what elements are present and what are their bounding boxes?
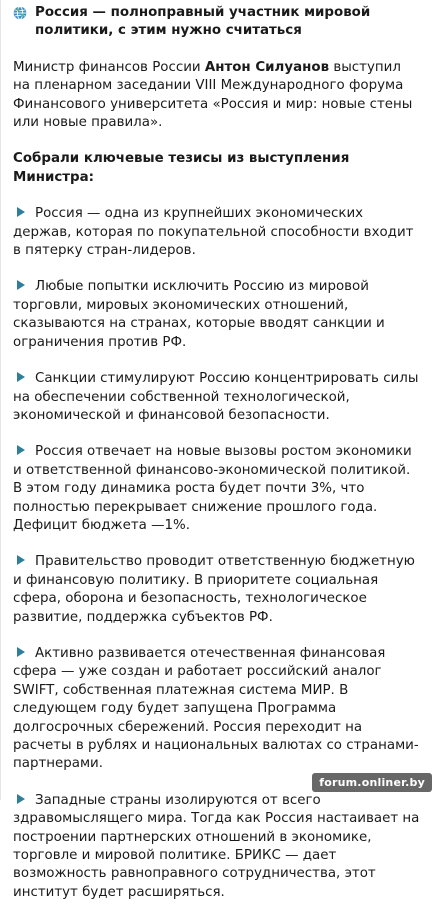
- list-item-text: Россия отвечает на новые вызовы ростом экономики и ответственной финансово-экономической политикой. В этом году динамика роста будет почти 3%, что полностью перекрывает снижение прошлого года. Дефицит бюджета —1%.: [13, 444, 412, 533]
- list-item-text: Россия — одна из крупнейших экономических держав, которая по покупательной способности входит в пятерку стран-лидеров.: [13, 206, 414, 259]
- section-title: Собрали ключевые тезисы из выступления Министра:: [13, 151, 350, 185]
- intro-text-start: Министр финансов России: [13, 59, 205, 75]
- list-item: [13, 792, 421, 902]
- minister-name: Антон Силуанов: [204, 59, 330, 75]
- list-item: [13, 645, 421, 774]
- triangle-bullet-icon: [17, 445, 25, 455]
- list-item-text: Западные страны изолируются от всего здравомыслящего мира. Тогда как Россия настаивает на построении партнерских отношений в экономике, торговле и мировой политике. БРИКС — дает возможность равноправного сотрудничества, этот институт будет расширяться.: [13, 792, 420, 900]
- list-item-text: Санкции стимулируют Россию концентрировать силы на обеспечении собственной технологической, экономической и финансовой безопасности.: [13, 371, 419, 423]
- triangle-bullet-icon: [17, 280, 25, 290]
- list-item: [13, 553, 421, 627]
- intro-text-end: выступил на пленарном заседании VIII Международного форума Финансового университета «Россия и мир: новые стены или новые правила».: [13, 59, 413, 131]
- triangle-bullet-icon: [17, 794, 25, 804]
- intro-paragraph: [13, 59, 421, 133]
- triangle-bullet-icon: [17, 555, 25, 565]
- site-watermark: forum.onliner.by: [312, 773, 432, 792]
- headline-text: Россия — полноправный участник мировой политики, с этим нужно считаться: [35, 5, 371, 39]
- list-item: [13, 443, 421, 535]
- list-item-text: Любые попытки исключить Россию из мировой торговли, мировых экономических отношений, сказываются на странах, которые вводят санкции и ограничения против РФ.: [13, 279, 385, 350]
- post-headline: [13, 4, 421, 41]
- list-item-text: Правительство проводит ответственную бюджетную и финансовую политику. В приоритете социальная сфера, оборона и безопасность, технологическое развитие, поддержка субъектов РФ.: [13, 554, 415, 625]
- list-item: [13, 278, 421, 352]
- triangle-bullet-icon: [17, 647, 25, 657]
- list-item: [13, 370, 421, 425]
- list-item-text: Активно развивается отечественная финансовая сфера — уже создан и работает российский аналог SWIFT, собственная платежная система МИР. В следующем году будет запущена Программа долгосрочных сбережений. Россия переходит на расчеты в рублях и национальных валютах со странами-партнерами.: [13, 645, 419, 772]
- triangle-bullet-icon: [17, 207, 25, 217]
- list-item: [13, 205, 421, 260]
- triangle-bullet-icon: [17, 372, 25, 382]
- globe-icon: [13, 6, 27, 20]
